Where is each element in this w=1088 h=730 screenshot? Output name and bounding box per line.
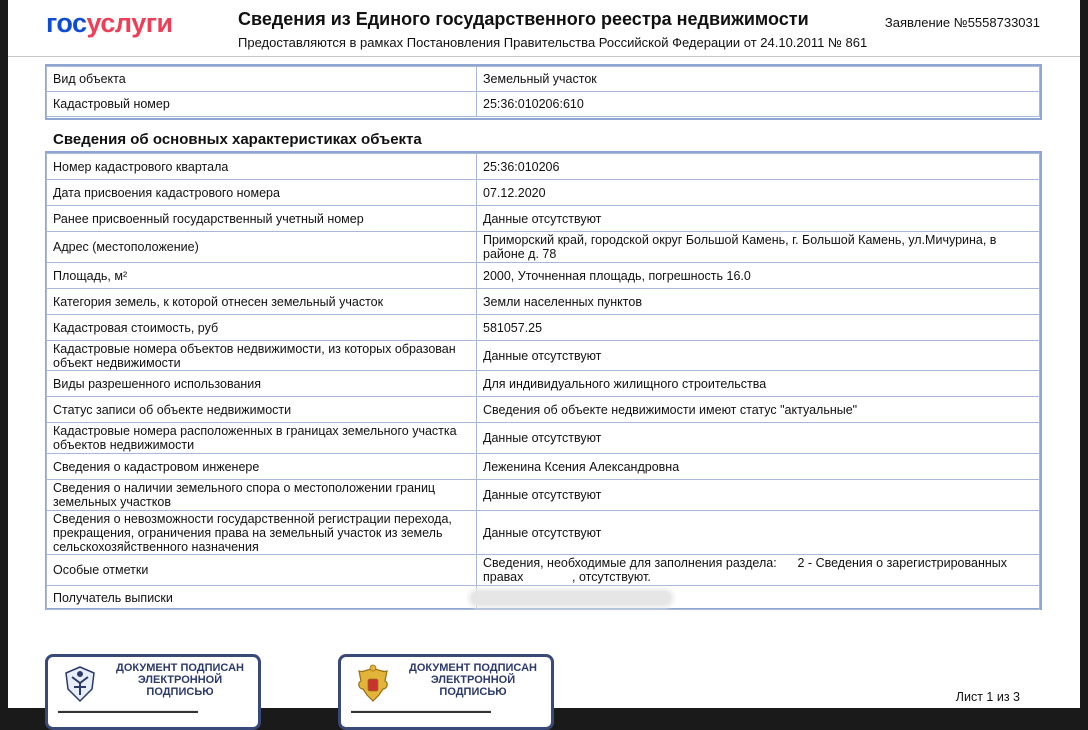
- row-label: Кадастровый номер: [47, 92, 477, 117]
- table-row: [47, 206, 1040, 232]
- logo-part-gos: гос: [46, 8, 87, 38]
- row-label: Статус записи об объекте недвижимости: [47, 397, 477, 423]
- row-value: Данные отсутствуют: [477, 206, 1040, 232]
- row-label: Сведения о кадастровом инженере: [47, 454, 477, 480]
- row-label: Особые отметки: [47, 555, 477, 586]
- table-row: [47, 154, 1040, 180]
- object-table: [46, 66, 1040, 117]
- row-value: Для индивидуального жилищного строительства: [477, 371, 1040, 397]
- row-label: Ранее присвоенный государственный учетный номер: [47, 206, 477, 232]
- document-page: [8, 0, 1080, 715]
- row-value: Приморский край, городской округ Большой Камень, г. Большой Камень, ул.Мичурина, в районе д. 78: [477, 232, 1040, 263]
- stamp-text: ДОКУМЕНТ ПОДПИСАН ЭЛЕКТРОННОЙ ПОДПИСЬЮ: [116, 662, 244, 698]
- row-value: Сведения об объекте недвижимости имеют статус "актуальные": [477, 397, 1040, 423]
- table-row: [47, 232, 1040, 263]
- table-row: [47, 180, 1040, 206]
- table-row: [47, 92, 1040, 117]
- row-value: 25:36:010206:610: [477, 92, 1040, 117]
- e-signature-stamp: [45, 654, 261, 730]
- table-row: [47, 263, 1040, 289]
- row-label: Номер кадастрового квартала: [47, 154, 477, 180]
- redacted-recipient: [471, 591, 671, 605]
- row-value: 07.12.2020: [477, 180, 1040, 206]
- header-divider: [8, 56, 1080, 57]
- row-label: Дата присвоения кадастрового номера: [47, 180, 477, 206]
- section-title: Сведения об основных характеристиках объекта: [53, 131, 422, 148]
- row-value: Земли населенных пунктов: [477, 289, 1040, 315]
- row-label: Кадастровые номера объектов недвижимости, из которых образован объект недвижимости: [47, 341, 477, 371]
- table-row: [47, 397, 1040, 423]
- table-row: [47, 341, 1040, 371]
- table-row: [47, 586, 1040, 610]
- logo-part-uslugi: услуги: [86, 8, 173, 38]
- row-label: Виды разрешенного использования: [47, 371, 477, 397]
- row-value: 581057.25: [477, 315, 1040, 341]
- table-row: [47, 289, 1040, 315]
- row-label: Получатель выписки: [47, 586, 477, 610]
- application-number: Заявление №5558733031: [884, 15, 1040, 30]
- row-label: Площадь, м²: [47, 263, 477, 289]
- row-value: Данные отсутствуют: [477, 511, 1040, 555]
- table-row: [47, 423, 1040, 454]
- table-row: [47, 67, 1040, 92]
- row-label: Сведения о невозможности государственной регистрации перехода, прекращения, ограничения права на земельный участок из земель сельскохозяйственного назначения: [47, 511, 477, 555]
- certificate-line: ▬▬▬▬▬▬▬▬▬▬▬▬▬▬▬▬▬▬▬▬: [351, 708, 491, 715]
- row-value-redacted: [477, 586, 1040, 610]
- table-row: [47, 315, 1040, 341]
- table-row: [47, 480, 1040, 511]
- table-row: [47, 371, 1040, 397]
- row-value: Данные отсутствуют: [477, 423, 1040, 454]
- table-row: [47, 454, 1040, 480]
- certificate-line: ▬▬▬▬▬▬▬▬▬▬▬▬▬▬▬▬▬▬▬▬: [58, 708, 198, 715]
- row-label: Сведения о наличии земельного спора о местоположении границ земельных участков: [47, 480, 477, 511]
- row-value: 25:36:010206: [477, 154, 1040, 180]
- table-row: [47, 555, 1040, 586]
- row-label: Кадастровые номера расположенных в границах земельного участка объектов недвижимости: [47, 423, 477, 454]
- gosuslugi-logo[interactable]: [46, 8, 173, 39]
- table-row: [47, 511, 1040, 555]
- row-label: Кадастровая стоимость, руб: [47, 315, 477, 341]
- row-value: Данные отсутствуют: [477, 341, 1040, 371]
- row-value: Леженина Ксения Александровна: [477, 454, 1040, 480]
- row-label: Адрес (местоположение): [47, 232, 477, 263]
- rosreestr-emblem-icon: [60, 663, 100, 705]
- stamp-text: ДОКУМЕНТ ПОДПИСАН ЭЛЕКТРОННОЙ ПОДПИСЬЮ: [409, 662, 537, 698]
- coat-of-arms-emblem-icon: [353, 663, 393, 705]
- characteristics-table: [46, 153, 1040, 610]
- document-subtitle: Предоставляются в рамках Постановления Правительства Российской Федерации от 24.10.2011 № 861: [238, 35, 868, 50]
- document-title: Сведения из Единого государственного реестра недвижимости: [238, 9, 809, 29]
- row-value: 2000, Уточненная площадь, погрешность 16.0: [477, 263, 1040, 289]
- row-label: Вид объекта: [47, 67, 477, 92]
- row-label: Категория земель, к которой отнесен земельный участок: [47, 289, 477, 315]
- row-value: Данные отсутствуют: [477, 480, 1040, 511]
- row-value: Сведения, необходимые для заполнения раздела: 2 - Сведения о зарегистрированных правах , отсутствуют.: [477, 555, 1040, 586]
- row-value: Земельный участок: [477, 67, 1040, 92]
- e-signature-stamp: [338, 654, 554, 730]
- page-number: Лист 1 из 3: [955, 690, 1020, 704]
